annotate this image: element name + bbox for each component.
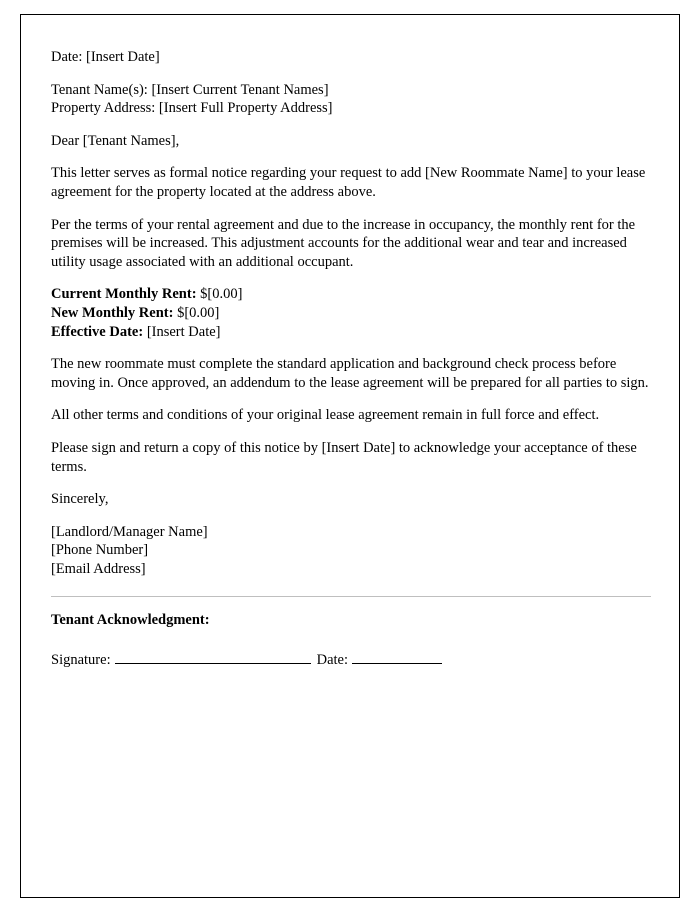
landlord-signature-block [51,523,651,579]
date-line-blank [352,650,442,664]
new-rent-label: New Monthly Rent: [51,304,174,321]
current-rent-line [51,285,651,304]
paragraph-application-process: The new roommate must complete the standard application and background check process before moving in. Once approved, an addendum to the lease agreement will be prepared for all parties to sign. [51,356,649,391]
paragraph-sign-return: Please sign and return a copy of this notice by [Insert Date] to acknowledge your acceptance of these terms. [51,439,637,475]
landlord-name-line: [Landlord/Manager Name] [51,523,208,540]
property-address-line: Property Address: [Insert Full Property Address] [51,100,333,117]
current-rent-value: $[0.00] [196,286,243,303]
date-label: Date: [316,652,349,669]
new-rent-line [51,304,651,323]
date-line: Date: [Insert Date] [51,49,160,65]
closing: Sincerely, [51,491,109,508]
effective-date-label: Effective Date: [51,323,144,340]
current-rent-label: Current Monthly Rent: [51,286,197,303]
effective-date-line [51,323,651,342]
section-divider [51,596,651,597]
letter-page [20,14,680,898]
email-address-line: [Email Address] [51,560,146,577]
tenant-name-line: Tenant Name(s): [Insert Current Tenant Names] [51,81,329,98]
paragraph-terms-remain: All other terms and conditions of your original lease agreement remain in full force and effect. [51,407,600,424]
signature-label: Signature: [51,652,111,669]
acknowledgment-heading: Tenant Acknowledgment: [51,612,210,629]
salutation: Dear [Tenant Names], [51,132,180,149]
new-rent-value: $[0.00] [173,304,220,321]
paragraph-rent-terms: Per the terms of your rental agreement and due to the increase in occupancy, the monthly rent for the premises will be increased. This adjustment accounts for the additional wear and tear and increased utility usage associated with an additional occupant. [51,216,636,270]
effective-date-value: [Insert Date] [143,323,221,340]
signature-line [115,650,311,664]
paragraph-intro: This letter serves as formal notice regarding your request to add [New Roommate Name] to your lease agreement for the property located at the address above. [51,165,646,200]
phone-number-line: [Phone Number] [51,542,149,559]
rent-details [51,285,651,341]
tenant-signature-row [51,650,651,670]
